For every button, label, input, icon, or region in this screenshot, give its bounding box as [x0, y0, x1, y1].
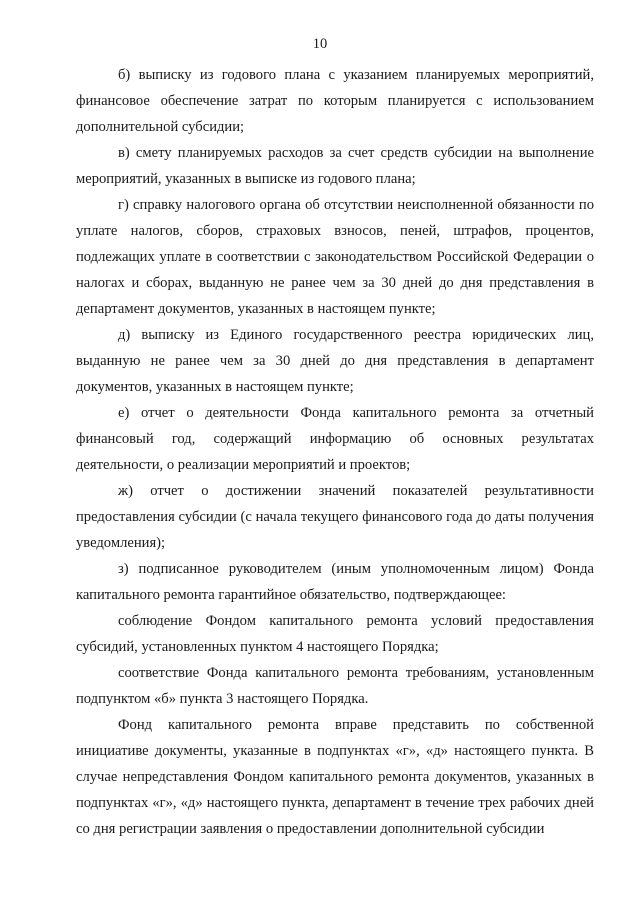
paragraph-requirements: соответствие Фонда капитального ремонта требованиям, установленным подпунктом «б» пункта 3 настоящего Порядка. [76, 665, 594, 707]
paragraph-zh: ж) отчет о достижении значений показателей результативности предоставления субсидии (с начала текущего финансового года до даты получения уведомления); [76, 483, 594, 551]
document-body [76, 62, 594, 842]
paragraph-e: е) отчет о деятельности Фонда капитального ремонта за отчетный финансовый год, содержащий информацию об основных результатах деятельности, о реализации мероприятий и проектов; [76, 405, 594, 473]
paragraph-d: д) выписку из Единого государственного реестра юридических лиц, выданную не ранее чем за 30 дней до дня представления в департамент документов, указанных в настоящем пункте; [76, 327, 594, 395]
paragraph-v: в) смету планируемых расходов за счет средств субсидии на выполнение мероприятий, указанных в выписке из годового плана; [76, 145, 594, 187]
page-number: 10 [312, 36, 328, 52]
paragraph-fund-initiative: Фонд капитального ремонта вправе представить по собственной инициативе документы, указанные в подпунктах «г», «д» настоящего пункта. В случае непредставления Фондом капитального ремонта документов, указанных в подпунктах «г», «д» настоящего пункта, департамент в течение трех рабочих дней со дня регистрации заявления о предоставлении дополнительной субсидии [76, 717, 594, 837]
paragraph-compliance: соблюдение Фондом капитального ремонта условий предоставления субсидий, установленных пунктом 4 настоящего Порядка; [76, 613, 594, 655]
paragraph-g: г) справку налогового органа об отсутствии неисполненной обязанности по уплате налогов, сборов, страховых взносов, пеней, штрафов, процентов, подлежащих уплате в соответствии с законодательством Российской Федерации о налогах и сборах, выданную не ранее чем за 30 дней до дня представления в департамент документов, указанных в настоящем пункте; [76, 197, 594, 317]
paragraph-b: б) выписку из годового плана с указанием планируемых мероприятий, финансовое обеспечение затрат по которым планируется с использованием дополнительной субсидии; [76, 67, 594, 135]
paragraph-z: з) подписанное руководителем (иным уполномоченным лицом) Фонда капитального ремонта гарантийное обязательство, подтверждающее: [76, 561, 594, 603]
